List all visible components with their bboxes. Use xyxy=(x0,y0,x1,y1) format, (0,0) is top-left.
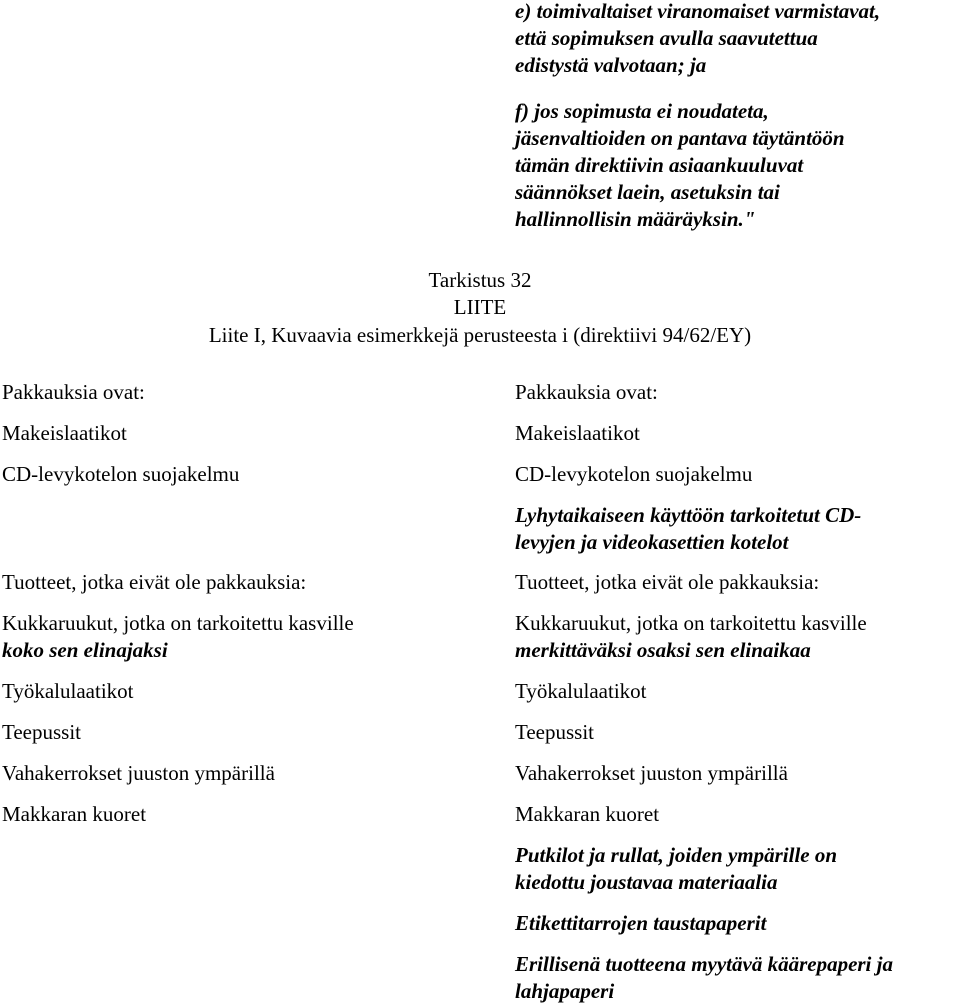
left-flowerpots-line2: koko sen elinajaksi xyxy=(2,638,168,662)
right-tubes-line2: kiedottu joustavaa materiaalia xyxy=(515,870,778,894)
left-packaging-heading: Pakkauksia ovat: xyxy=(2,380,145,404)
right-item-wax: Vahakerrokset juuston ympärillä xyxy=(515,761,788,785)
left-item-cd-film: CD-levykotelon suojakelmu xyxy=(2,462,240,486)
left-flowerpots-line1: Kukkaruukut, jotka on tarkoitettu kasville xyxy=(2,611,354,635)
right-non-packaging-heading: Tuotteet, jotka eivät ole pakkauksia: xyxy=(515,570,820,594)
right-tubes-line1: Putkilot ja rullat, joiden ympärille on xyxy=(515,843,838,867)
item-e-line: että sopimuksen avulla saavutettua xyxy=(515,26,818,50)
left-item-sausage: Makkaran kuoret xyxy=(2,802,147,826)
right-item-sweet-boxes: Makeislaatikot xyxy=(515,421,640,445)
item-f-line: f) jos sopimusta ei noudateta, xyxy=(515,99,769,123)
item-f-line: jäsenvaltioiden on pantava täytäntöön xyxy=(515,126,845,150)
item-f-line: hallinnollisin määräyksin." xyxy=(515,207,756,231)
right-item-teabags: Teepussit xyxy=(515,720,595,744)
right-flowerpots-line2: merkittäväksi osaksi sen elinaikaa xyxy=(515,638,811,662)
left-item-wax: Vahakerrokset juuston ympärillä xyxy=(2,761,275,785)
item-f-text xyxy=(515,98,845,233)
item-e-text xyxy=(515,0,880,79)
left-item-sweet-boxes: Makeislaatikot xyxy=(2,421,127,445)
item-e-line: edistystä valvotaan; ja xyxy=(515,53,707,77)
amendment-number: Tarkistus 32 xyxy=(428,268,532,292)
left-item-toolboxes: Työkalulaatikot xyxy=(2,679,134,703)
right-label-backing: Etikettitarrojen taustapaperit xyxy=(515,911,767,935)
left-item-teabags: Teepussit xyxy=(2,720,82,744)
right-wrapping-line1: Erillisenä tuotteena myytävä käärepaperi ja xyxy=(515,952,893,976)
right-flowerpots-line1: Kukkaruukut, jotka on tarkoitettu kasville xyxy=(515,611,867,635)
item-e-line: e) toimivaltaiset viranomaiset varmistavat, xyxy=(515,0,881,23)
left-non-packaging-heading: Tuotteet, jotka eivät ole pakkauksia: xyxy=(2,570,307,594)
right-item-sausage: Makkaran kuoret xyxy=(515,802,660,826)
right-packaging-heading: Pakkauksia ovat: xyxy=(515,380,658,404)
right-added-cd-line1: Lyhytaikaiseen käyttöön tarkoitetut CD- xyxy=(515,503,862,527)
item-f-line: tämän direktiivin asiaankuuluvat xyxy=(515,153,804,177)
item-f-line: säännökset laein, asetuksin tai xyxy=(515,180,780,204)
annex-subtitle: Liite I, Kuvaavia esimerkkejä perusteesta i (direktiivi 94/62/EY) xyxy=(208,323,752,347)
right-item-toolboxes: Työkalulaatikot xyxy=(515,679,647,703)
right-item-cd-film: CD-levykotelon suojakelmu xyxy=(515,462,753,486)
right-added-cd-line2: levyjen ja videokasettien kotelot xyxy=(515,530,789,554)
right-wrapping-line2: lahjapaperi xyxy=(515,979,615,1003)
annex-title: LIITE xyxy=(453,295,507,319)
